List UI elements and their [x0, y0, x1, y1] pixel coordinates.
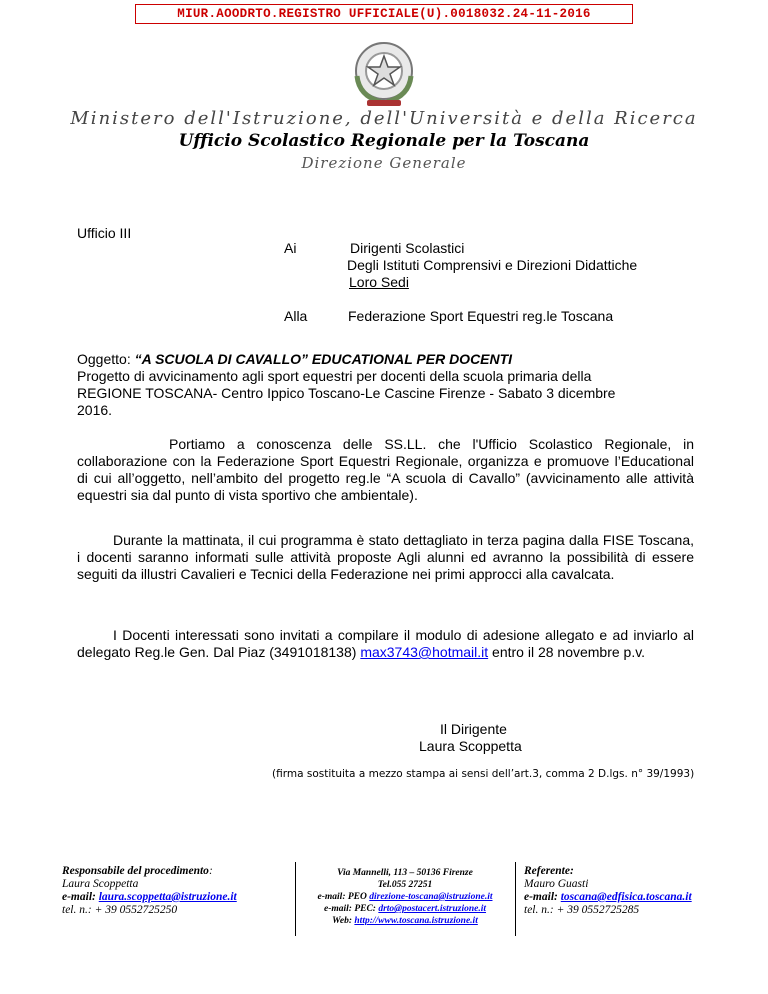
footer-peo-link[interactable]: direzione-toscana@istruzione.it — [369, 892, 493, 902]
recipient-prefix: Alla — [284, 308, 308, 324]
footer-referent-title: Referente: — [524, 865, 574, 877]
footer-referent-email-link[interactable]: toscana@edfisica.toscana.it — [560, 891, 692, 903]
footer-responsible-title: Responsabile del procedimento — [62, 865, 209, 877]
body-paragraph-3-text-end: entro il 28 novembre p.v. — [488, 644, 646, 660]
subject-title: “A SCUOLA DI CAVALLO” EDUCATIONAL PER DOCENTI — [134, 351, 513, 367]
footer-referent-tel: tel. n.: + 39 0552725285 — [524, 904, 640, 916]
footer-divider — [295, 862, 296, 936]
footer-responsible-colon: : — [208, 865, 213, 877]
subject-line — [77, 351, 512, 368]
footer-web-label: Web: — [332, 916, 355, 926]
republic-emblem-icon — [347, 36, 421, 110]
footer-pec-label: e-mail: PEC: — [323, 904, 379, 914]
subject-label: Oggetto: — [77, 351, 135, 367]
subject-detail: 2016. — [77, 402, 113, 418]
footer-address: Via Mannelli, 113 – 50136 Firenze — [337, 868, 473, 878]
recipient-line: Federazione Sport Equestri reg.le Toscana — [348, 308, 614, 324]
footer-responsible-email-label: e-mail: — [62, 891, 99, 903]
protocol-stamp: MIUR.AOODRTO.REGISTRO UFFICIALE(U).0018032.24-11-2016 — [135, 4, 633, 24]
body-paragraph-1: Portiamo a conoscenza delle SS.LL. che l'Ufficio Scolastico Regionale, in collaborazione con la Federazione Sport Equestri Regionale, organizza e promuove l’Educational di cui all’oggetto, nell’ambito del progetto reg.le “A scuola di Cavallo” (avvicinamento alle attività equestri sia dal punto di vista sportivo che ambientale). — [77, 436, 694, 503]
sender-office: Ufficio III — [77, 225, 132, 241]
footer-responsible-email-link[interactable]: laura.scoppetta@istruzione.it — [98, 891, 237, 903]
recipient-prefix: Ai — [284, 240, 297, 256]
signature-name: Laura Scoppetta — [419, 738, 522, 754]
delegate-email-link[interactable]: max3743@hotmail.it — [360, 644, 489, 660]
direction-heading: Direzione Generale — [301, 154, 467, 172]
footer-referent — [524, 865, 744, 917]
signature-role: Il Dirigente — [440, 721, 507, 737]
body-paragraph-3 — [77, 627, 694, 661]
footer-referent-name: Mauro Guasti — [524, 878, 589, 890]
body-paragraph-2: Durante la mattinata, il cui programma è stato dettagliato in terza pagina dalla FISE Toscana, i docenti saranno informati sulle attività proposte Agli alunni ed avranno la possibilità di essere seguiti da illustri Cavalieri e Tecnici della Federazione nei primi approcci alla cavalcata. — [77, 532, 694, 582]
footer-divider — [515, 862, 516, 936]
regional-office-heading: Ufficio Scolastico Regionale per la Toscana — [178, 131, 590, 151]
body-paragraph-3-text: I Docenti interessati sono invitati a compilare il modulo di adesione allegato e ad inviarlo al delegato Reg.le Gen. Dal Piaz (3491018138) — [77, 627, 694, 660]
recipient-line: Loro Sedi — [349, 274, 409, 290]
subject-detail: REGIONE TOSCANA- Centro Ippico Toscano-Le Cascine Firenze - Sabato 3 dicembre — [77, 385, 616, 401]
footer-web-link[interactable]: http://www.toscana.istruzione.it — [354, 916, 478, 926]
footer-peo-label: e-mail: PEO — [317, 892, 370, 902]
footer-contacts — [300, 867, 510, 927]
recipient-line: Dirigenti Scolastici — [350, 240, 465, 256]
footer-tel: Tel.055 27251 — [377, 880, 433, 890]
footer-pec-link[interactable]: drto@postacert.istruzione.it — [378, 904, 487, 914]
footer-responsible-name: Laura Scoppetta — [62, 878, 139, 890]
subject-detail: Progetto di avvicinamento agli sport equestri per docenti della scuola primaria della — [77, 368, 592, 384]
ministry-heading: Ministero dell'Istruzione, dell'Università e della Ricerca — [70, 108, 698, 129]
footer-referent-email-label: e-mail: — [524, 891, 561, 903]
recipient-line: Degli Istituti Comprensivi e Direzioni Didattiche — [347, 257, 638, 273]
footer-responsible-tel: tel. n.: + 39 0552725250 — [62, 904, 178, 916]
signature-note: (firma sostituita a mezzo stampa ai sensi dell’art.3, comma 2 D.lgs. n° 39/1993) — [272, 768, 695, 780]
footer-responsible — [62, 865, 287, 917]
